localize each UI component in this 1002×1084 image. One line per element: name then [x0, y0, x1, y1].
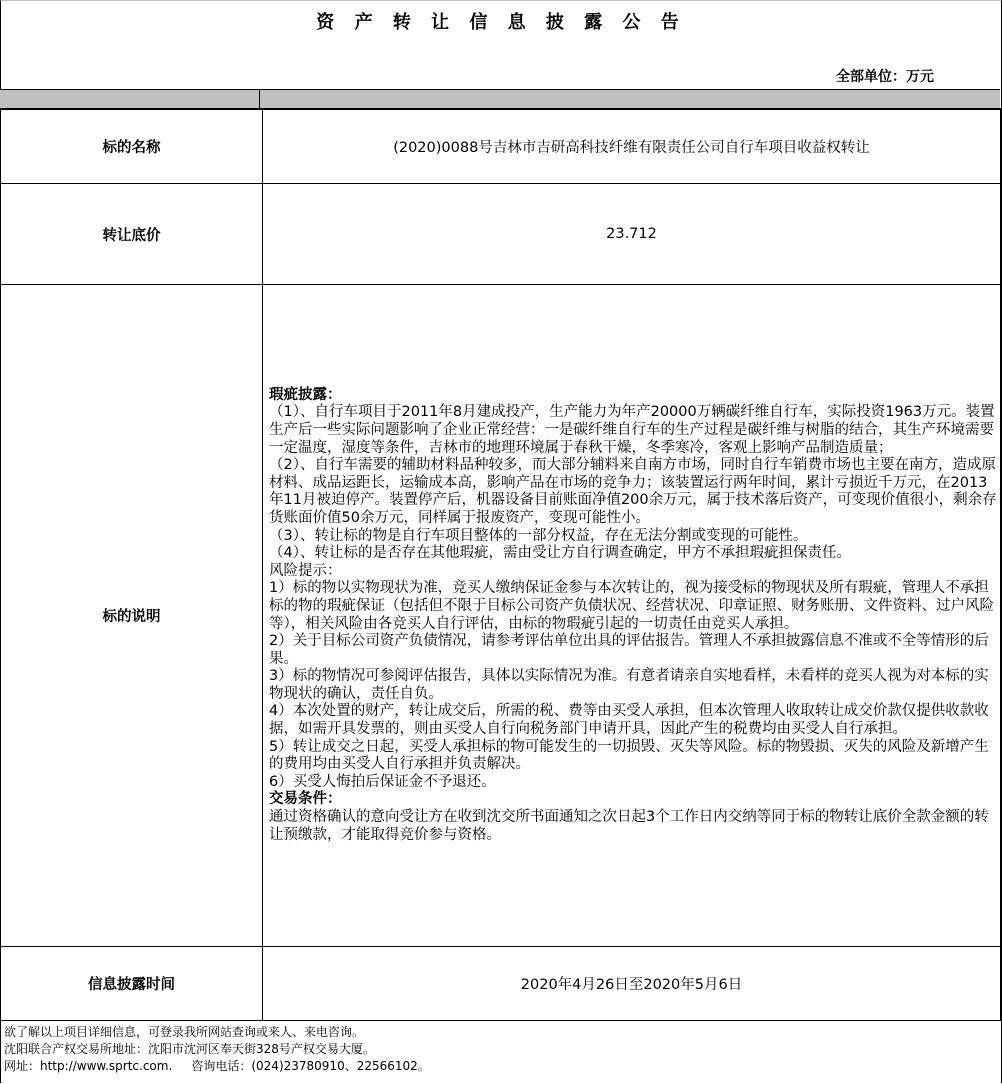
risk-item: 4）本次处置的财产，转让成交后，所需的税、费等由买受人承担，但本次管理人收取转让成交价款仅提供收款收据，如需开具发票的，则由买受人自行向税务部门申请开具，因此产生的税费均由买受人自行承担。: [269, 703, 989, 738]
defect-item: （3）、转让标的物是自行车项目整体的一部分权益，存在无法分割或变现的可能性。: [269, 527, 808, 544]
header-band-divider: [259, 90, 260, 109]
label-desc: 标的说明: [1, 285, 263, 947]
table-row-desc: [1, 285, 1001, 947]
trade-heading: 交易条件：: [269, 791, 342, 808]
description-cell: [263, 285, 1001, 947]
defect-item: （2）、自行车需要的辅助材料品种较多，而大部分辅料来自南方市场，同时自行车销费市场也主要在南方，造成原材料、成品运距长，运输成本高，影响产品在市场的竞争力；该装置运行两年时间，累计亏损近千万元，在2013年11月被迫停产。装置停产后，机器设备目前账面净值200余万元，属于技术落后资产，可变现价值很小，剩余存货账面价值50余万元，同样属于报废资产，变现可能性小。: [269, 457, 997, 526]
risk-item: 1）标的物以实物现状为准，竞买人缴纳保证金参与本次转让的，视为接受标的物现状及所有瑕疵，管理人不承担标的物的瑕疵保证（包括但不限于目标公司资产负债状况、经营状况、印章证照、财务账册、文件资料、过户风险等），相关风险由各竞买人自行评估，由标的物瑕疵引起的一切责任由竞买人承担。: [269, 580, 994, 632]
risk-item: 6）买受人悔拍后保证金不予退还。: [269, 773, 496, 790]
defects-heading: 瑕疵披露：: [269, 386, 342, 403]
footer-line-inquiry: 欲了解以上项目详细信息，可登录我所网站查询或来人、来电咨询。: [4, 1025, 365, 1039]
info-table: [0, 108, 1001, 1021]
value-price: 23.712: [263, 184, 1001, 285]
header-band: [0, 89, 1000, 110]
risk-item: 5）转让成交之日起，买受人承担标的物可能发生的一切损毁、灭失等风险。标的物毁损、灭失的风险及新增产生的费用均由买受人自行承担并负责解决。: [269, 738, 989, 773]
label-price: 转让底价: [1, 184, 263, 285]
table-row-time: [1, 947, 1001, 1021]
page-title: 资 产 转 让 信 息 披 露 公 告: [316, 12, 686, 33]
footer: [4, 1024, 430, 1075]
table-row-name: [1, 109, 1001, 184]
defect-item: （4）、转让标的是否存在其他瑕疵，需由受让方自行调查确定，甲方不承担瑕疵担保责任。: [269, 545, 851, 562]
risk-item: 2）关于目标公司资产负债情况，请参考评估单位出具的评估报告。管理人不承担披露信息不准或不全等情形的后果。: [269, 633, 989, 667]
value-time: 2020年4月26日至2020年5月6日: [263, 947, 1001, 1021]
table-row-price: [1, 184, 1001, 285]
label-name: 标的名称: [1, 109, 263, 184]
risk-item: 3）标的物情况可参阅评估报告，具体以实际情况为准。有意者请亲自实地看样，未看样的竞买人视为对本标的实物现状的确认，责任自负。: [269, 668, 989, 702]
trade-conditions: 通过资格确认的意向受让方在收到沈交所书面通知之次日起3个工作日内交纳等同于标的物转让底价全款金额的转让预缴款，才能取得竞价参与资格。: [269, 809, 989, 843]
footer-line-address: 沈阳联合产权交易所地址：沈阳市沈河区奉天街328号产权交易大厦。: [4, 1042, 375, 1056]
defect-item: （1）、自行车项目于2011年8月建成投产，生产能力为年产20000万辆碳纤维自行车，实际投资1963万元。装置生产后一些实际问题影响了企业正常经营：一是碳纤维自行车的生产过程是碳纤维与树脂的结合，其生产环境需要一定温度，湿度等条件，吉林市的地理环境属于春秋干燥，冬季寒冷，客观上影响产品制造质量；: [269, 404, 995, 456]
unit-note: 全部单位：万元: [836, 69, 934, 85]
value-name: (2020)0088号吉林市吉研高科技纤维有限责任公司自行车项目收益权转让: [263, 109, 1001, 184]
label-time: 信息披露时间: [1, 947, 263, 1021]
risk-heading: 风险提示：: [269, 562, 342, 579]
footer-line-contact: 网址：http://www.sprtc.com. 咨询电话：(024)23780910、22566102。: [4, 1059, 430, 1073]
